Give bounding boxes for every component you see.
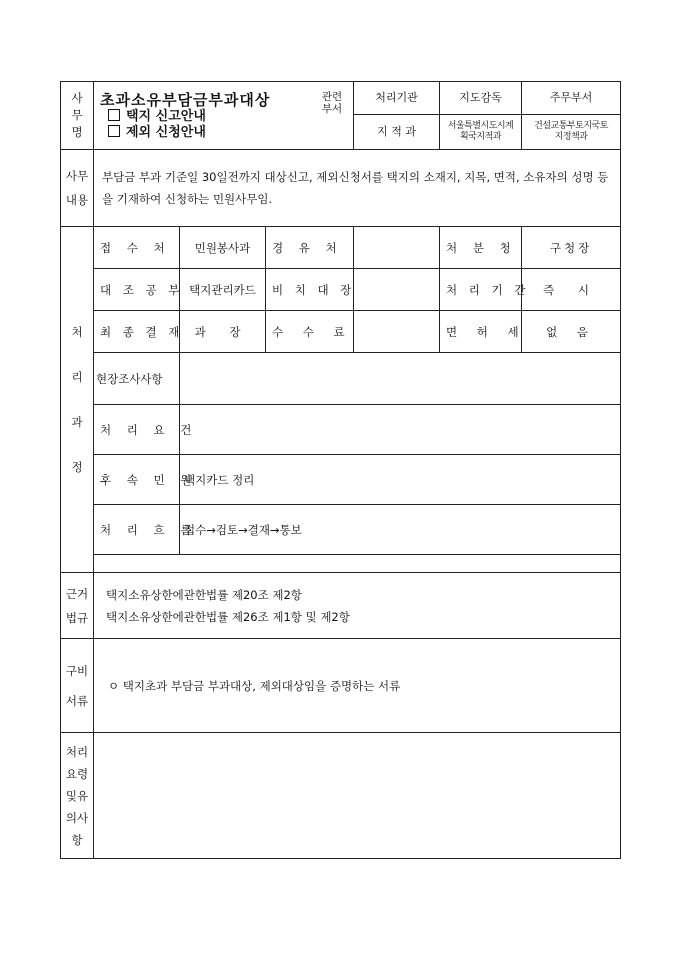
content-label: 사무내용 (65, 169, 89, 207)
grid-r3-c3: 수 수 료 (266, 311, 354, 353)
checkbox-icon (108, 125, 120, 137)
val-processing-agency (354, 115, 440, 150)
grid-r3-c4 (354, 311, 440, 353)
grid-r1-c2: 민원봉사과 (180, 227, 266, 269)
grid-r2-c2: 택지관리카드 (180, 269, 266, 311)
checkbox-icon (108, 109, 120, 121)
notes-value (94, 733, 621, 859)
header-left-label (61, 82, 94, 150)
val-main-dept (522, 115, 621, 150)
col-supervision-label: 지도감독 (459, 91, 502, 104)
notes-label-cell (61, 733, 94, 859)
val-processing-agency-text: 지 적 과 (377, 125, 416, 138)
grid-r2-c3: 비 치 대 장 (266, 269, 354, 311)
notes-label: 처리요령및유의사항 (65, 744, 89, 847)
grid-r3-c2: 과 장 (180, 311, 266, 353)
processing-requirement-label: 처 리 요 건 (94, 405, 180, 455)
grid-r1-c1: 접 수 처 (94, 227, 180, 269)
grid-r1-c5: 처 분 청 (440, 227, 522, 269)
col-processing-agency-label: 처리기관 (375, 91, 418, 104)
col-main-dept (522, 82, 621, 115)
grid-r1-c3: 경 유 처 (266, 227, 354, 269)
val-main-dept-text: 건설교통부토지국토지정책과 (534, 121, 608, 142)
process-label-cell (61, 227, 94, 573)
grid-r3-c6: 없 음 (522, 311, 621, 353)
title-cell (94, 82, 354, 150)
related-dept-label: 관련부서 (321, 90, 343, 115)
basis-lines (94, 573, 621, 639)
basis-label: 근거법규 (65, 586, 89, 625)
col-supervision (440, 82, 522, 115)
option-report-label: 택지 신고안내 (126, 108, 206, 124)
option-exclusion-label: 제외 신청안내 (126, 124, 206, 140)
option-exclusion (100, 125, 317, 141)
grid-r1-c6: 구청장 (522, 227, 621, 269)
document-item-1: ㅇ 택지초과 부담금 부과대상, 제외대상임을 증명하는 서류 (108, 678, 401, 693)
follow-up-label: 후 속 민 원 (94, 455, 180, 505)
form-table (60, 81, 621, 859)
col-processing-agency (354, 82, 440, 115)
site-survey-value (180, 353, 621, 405)
processing-requirement-value (180, 405, 621, 455)
grid-r2-c5: 처 리 기 간 (440, 269, 522, 311)
grid-r2-c6: 즉 시 (522, 269, 621, 311)
grid-r2-c4 (354, 269, 440, 311)
content-label-cell (61, 150, 94, 227)
header-left-label-text: 사무명 (71, 91, 83, 139)
site-survey-label: 현장조사사항 (94, 353, 180, 405)
page-title: 초과소유부담금부과대상 (100, 90, 271, 109)
grid-r3-c5: 면 허 세 (440, 311, 522, 353)
grid-r1-c4 (354, 227, 440, 269)
val-supervision (440, 115, 522, 150)
civil-affairs-form (60, 81, 620, 859)
documents-list (94, 639, 621, 733)
grid-r3-c1: 최 종 결 재 (94, 311, 180, 353)
processing-flow-value: 접수→검토→결재→통보 (180, 505, 621, 555)
val-supervision-text: 서울특별시도시계획국지적과 (447, 121, 514, 142)
basis-label-cell (61, 573, 94, 639)
grid-r2-c1: 대 조 공 부 (94, 269, 180, 311)
process-label: 처리과정 (71, 324, 83, 474)
processing-flow-label: 처 리 흐 름 (94, 505, 180, 555)
documents-label-cell (61, 639, 94, 733)
option-report (100, 109, 317, 125)
process-spacer (94, 555, 621, 573)
basis-line-1: 택지소유상한에관한법률 제20조 제2항 (106, 587, 302, 602)
basis-line-2: 택지소유상한에관한법률 제26조 제1항 및 제2항 (106, 609, 350, 624)
col-main-dept-label: 주무부서 (549, 91, 593, 104)
follow-up-value: 택지카드 정리 (180, 455, 621, 505)
content-text: 부담금 부과 기준일 30일전까지 대상신고, 제외신청서를 택지의 소재지, 지목, 면적, 소유자의 성명 등을 기재하여 신청하는 민원사무임. (94, 150, 621, 227)
documents-label: 구비서류 (65, 663, 89, 708)
